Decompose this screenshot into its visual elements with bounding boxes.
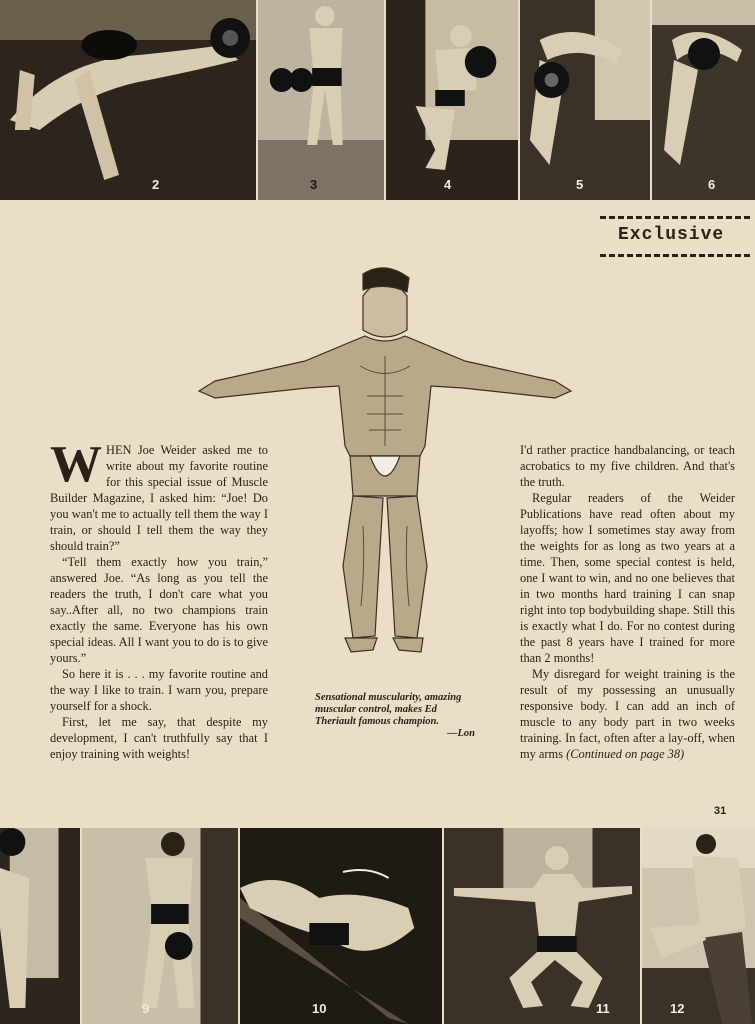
photo-9-image [82,828,238,1024]
exclusive-banner [600,212,750,262]
photo-11-image [444,828,640,1024]
top-photo-strip [0,0,755,200]
article-paragraph [50,436,268,554]
article-paragraph: I'd rather practice handbalancing, or teach acrobatics to my five children. And that's the truth. [520,443,735,489]
photo-number: 6 [708,177,716,192]
bottom-photo-strip [0,828,755,1024]
article-paragraph: First, let me say, that despite my development, I can't truthfully say that I enjoy training with weights! [50,715,268,761]
banner-divider-bottom [600,254,750,257]
exercise-photo-3 [258,0,386,200]
paragraph-text: My disregard for weight training is the result of my possessing an unusually responsive body. I can add an inch of muscle to any body part in two weeks training. In fact, often after a lay-off, when my arms [520,667,735,761]
photo-12-image [642,828,755,1024]
photo-number: 3 [310,177,318,192]
photo-8-image [0,828,80,1024]
photo-2-image [0,0,256,200]
article-paragraph: So here it is . . . my favorite routine and the way I like to train. I warn you, prepare yourself for a shock. [50,667,268,713]
photo-number: 11 [596,1001,610,1016]
caption-text: Sensational muscularity, amazing muscular control, makes Ed Theriault famous champion. [315,692,462,727]
banner-divider-top [600,216,750,219]
paragraph-text: HEN Joe Weider asked me to write about my favorite routine for this special issue of Muscle Builder Magazine, I asked him: “Joe! Do you wan't me to actually tell them the way I train, or should I tell them the way they should train?” [50,443,268,553]
exercise-photo-12 [642,828,755,1024]
exercise-photo-4 [386,0,520,200]
photo-number: 12 [670,1001,685,1016]
photo-number: 5 [576,177,584,192]
photo-number: 4 [444,177,452,192]
page-number: 31 [714,805,727,817]
exercise-photo-8 [0,828,82,1024]
photo-number: 10 [312,1001,327,1016]
caption-credit: —Lon [446,728,475,739]
photo-number: 9 [142,1001,150,1016]
article-column-2 [520,442,735,762]
article-column-1 [50,436,268,762]
photo-3-image [258,0,384,200]
photo-5-image [520,0,650,200]
exercise-photo-5 [520,0,652,200]
photo-6-image [652,0,755,200]
photo-number: 2 [152,177,160,192]
photo-10-image [240,828,442,1024]
photo-4-image [386,0,518,200]
article-paragraph: Regular readers of the Weider Publications have read often about my layoffs; how I sometimes stay away from the weights for as long as two years at a time. Then, some special contest is held, one I want to win, and no one believes that in two months hard training I can snap right into top bodybuilding shape. Still this is exactly what I do. For no contest during the past 8 years have I trained for more than 2 months! [520,491,735,665]
exercise-photo-2 [0,0,258,200]
continued-link[interactable]: (Continued on page 38) [566,747,685,761]
exercise-photo-9 [82,828,240,1024]
exercise-photo-10 [240,828,444,1024]
drop-cap: W [50,436,102,493]
photo-caption [315,692,475,740]
article-paragraph [520,666,735,762]
article-paragraph: “Tell them exactly how you train,” answered Joe. “As long as you tell the readers the truth, I don't care what you say..After all, no two champions train exactly the same. Everyone has his own special ideas. All I want you to do is to give yours.” [50,555,268,665]
exercise-photo-6 [652,0,755,200]
exercise-photo-11 [444,828,642,1024]
exclusive-label: Exclusive [618,225,725,245]
